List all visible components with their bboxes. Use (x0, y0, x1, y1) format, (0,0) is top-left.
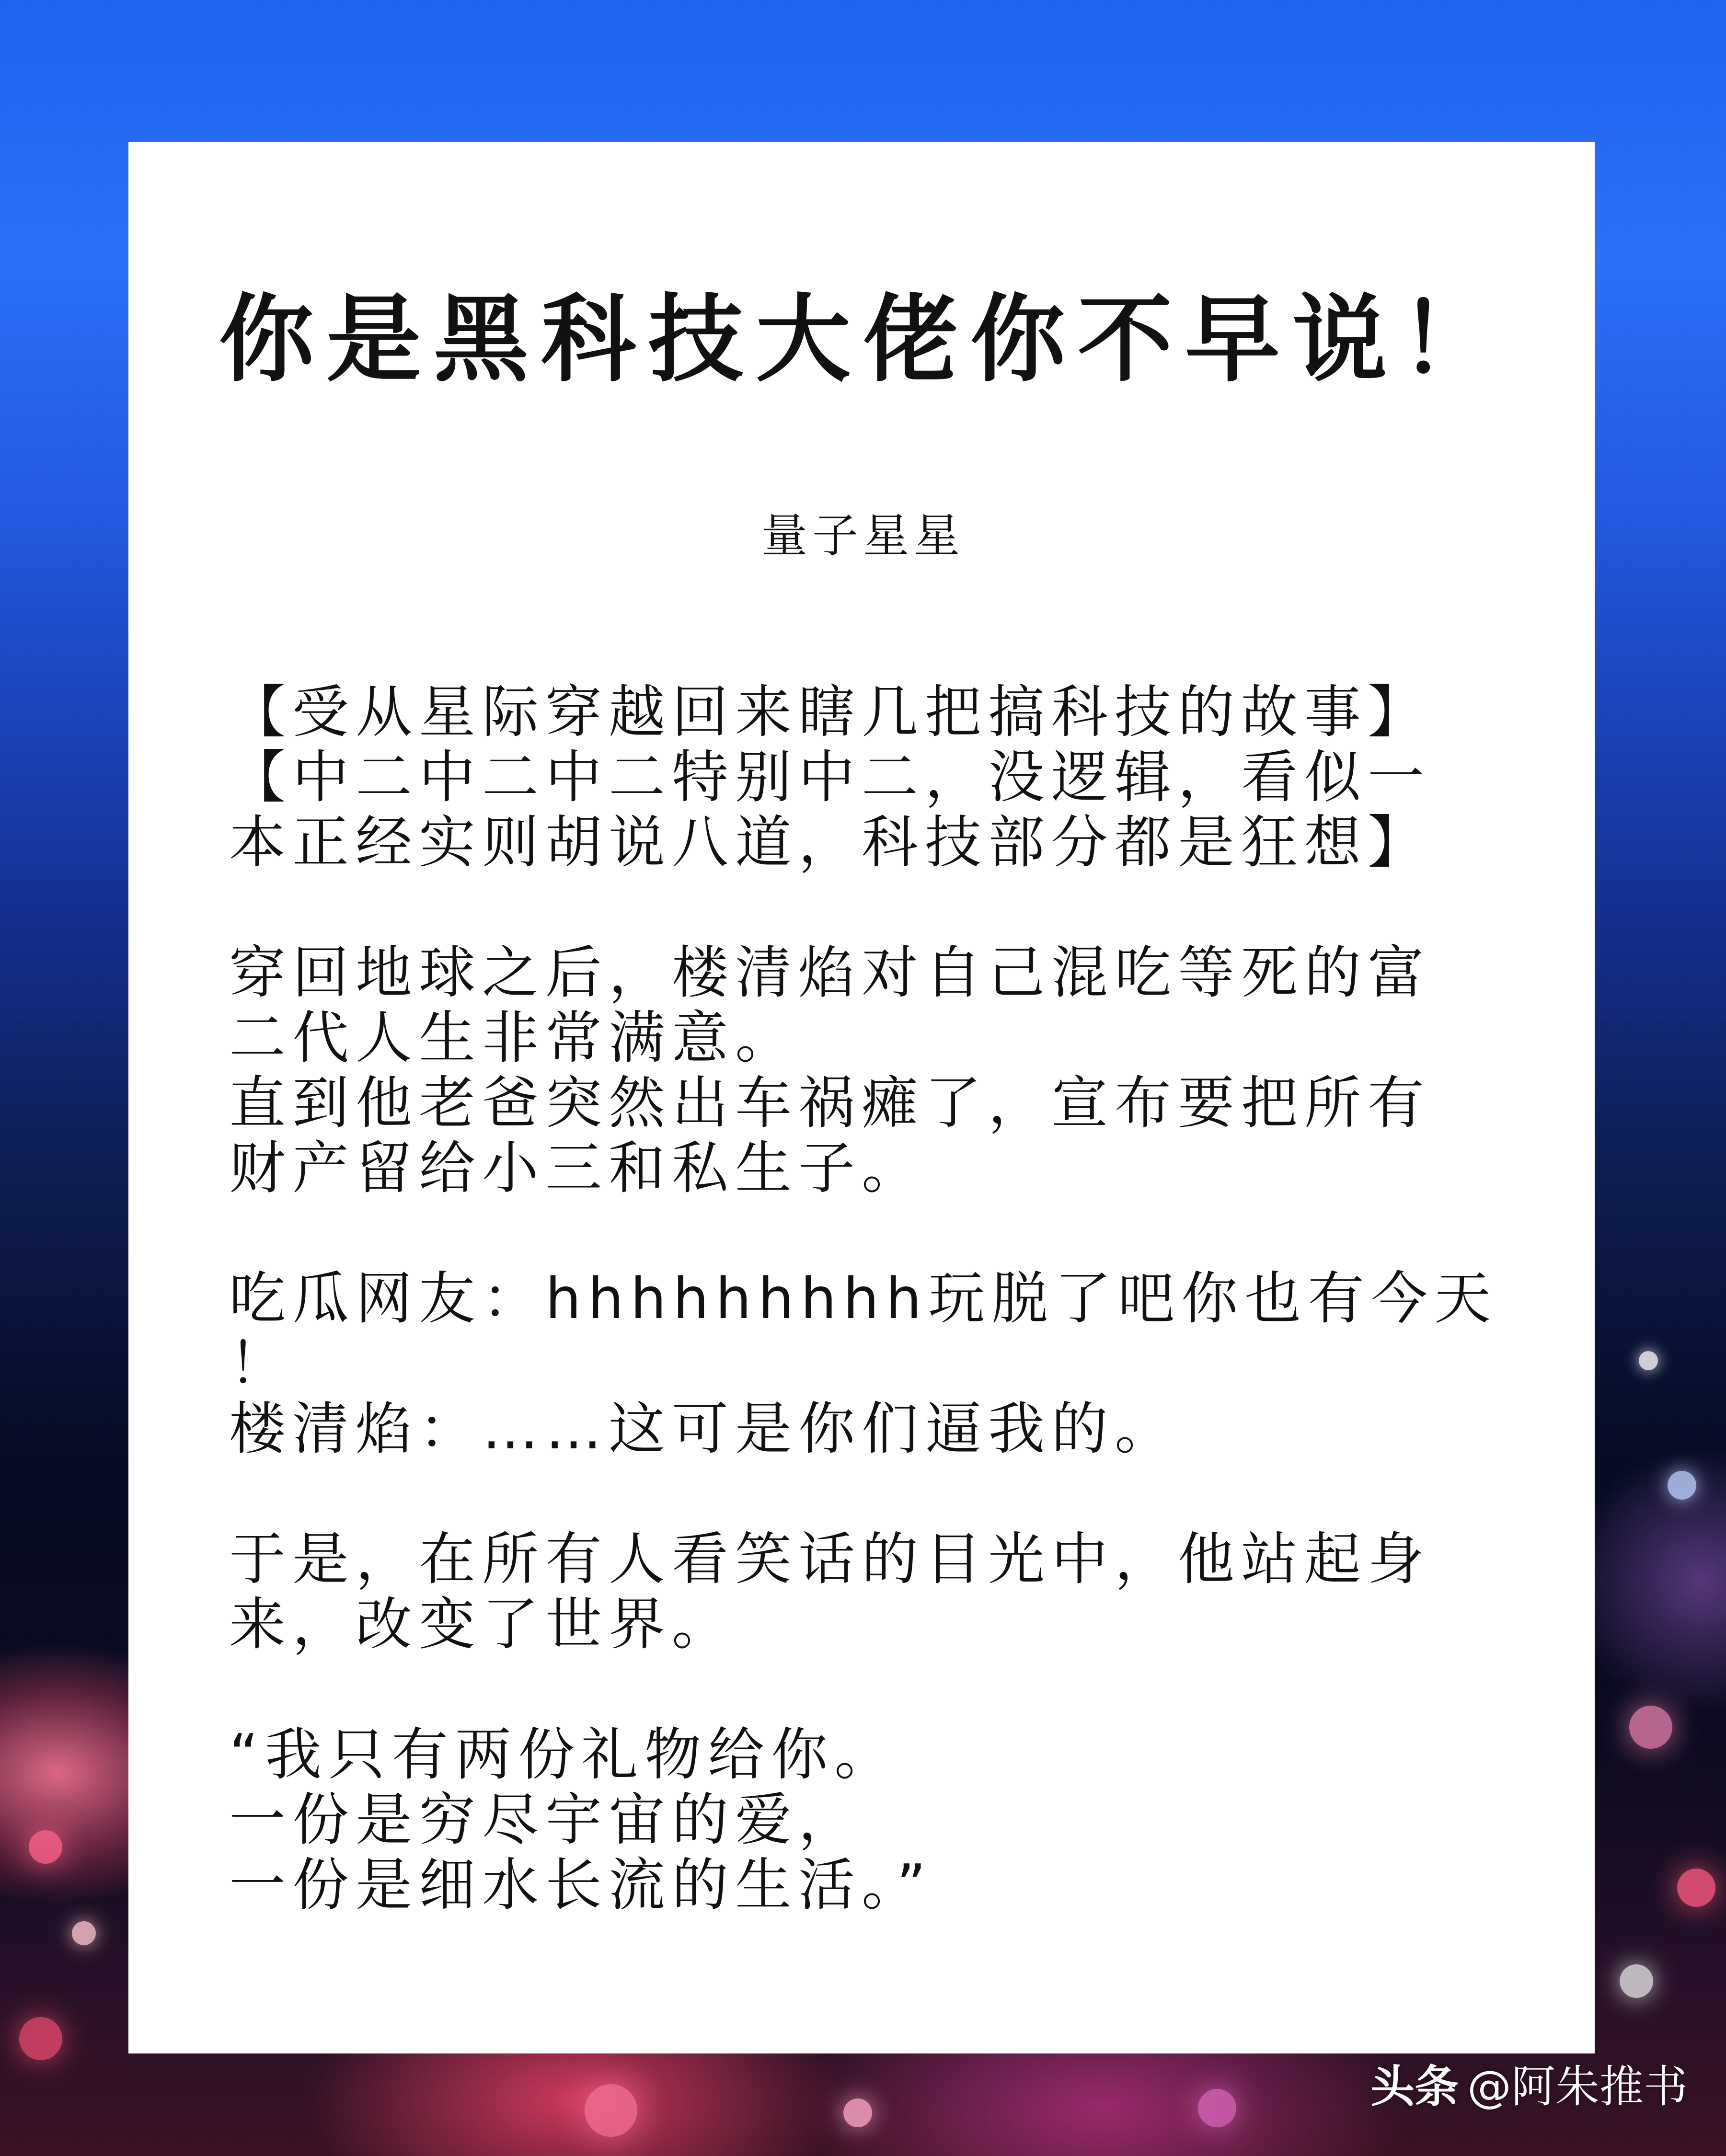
synopsis-line: 楼清焰：……这可是你们逼我的。 (229, 1396, 1178, 1462)
synopsis-line: 于是，在所有人看笑话的目光中，他站起身 (229, 1526, 1431, 1592)
synopsis-line: ！ (229, 1330, 293, 1397)
bokeh-light (29, 1830, 62, 1864)
watermark-handle: @阿朱推书 (1467, 2061, 1688, 2112)
synopsis-paragraph (229, 1722, 1489, 1917)
synopsis-line: 【中二中二中二特别中二，没逻辑，看似一 (229, 744, 1431, 810)
synopsis-line: 一份是穷尽宇宙的爱， (229, 1787, 862, 1853)
bokeh-light (1620, 1964, 1653, 1998)
synopsis-line: “我只有两份礼物给你。 (229, 1721, 898, 1788)
bokeh-light (1629, 1706, 1672, 1749)
synopsis-line: 直到他老爸突然出车祸瘫了，宣布要把所有 (229, 1070, 1431, 1136)
bokeh-light (1198, 2089, 1236, 2127)
synopsis-paragraph (229, 1526, 1489, 1657)
synopsis-paragraph (229, 679, 1489, 875)
bokeh-light (19, 2017, 62, 2060)
synopsis-paragraph (229, 940, 1489, 1201)
author-name: 量子星星 (761, 509, 965, 562)
bokeh-light (843, 2099, 872, 2127)
book-title: 你是黑科技大佬你不早说！ (219, 284, 1507, 395)
watermark-brand: 头条 (1370, 2061, 1459, 2112)
synopsis-line: 穿回地球之后，楼清焰对自己混吃等死的富 (229, 940, 1431, 1006)
synopsis-line: 本正经实则胡说八道，科技部分都是狂想】 (229, 809, 1431, 875)
bokeh-light (1639, 1351, 1658, 1370)
synopsis-line: 【受从星际穿越回来瞎几把搞科技的故事】 (229, 679, 1431, 745)
watermark (1370, 2061, 1688, 2112)
synopsis-paragraph (229, 1265, 1498, 1462)
synopsis-line: 二代人生非常满意。 (229, 1005, 799, 1071)
bokeh-light (1668, 1471, 1696, 1500)
synopsis (229, 679, 1498, 1983)
bokeh-light (1677, 1869, 1715, 1907)
bokeh-light (585, 2084, 637, 2137)
bokeh-light (72, 1921, 96, 1945)
synopsis-line: 吃瓜网友：hhhhhhhhh玩脱了吧你也有今天 (229, 1265, 1498, 1331)
synopsis-line: 财产留给小三和私生子。 (229, 1135, 925, 1201)
synopsis-line: 来，改变了世界。 (229, 1591, 736, 1657)
synopsis-line: 一份是细水长流的生活。” (229, 1852, 933, 1918)
